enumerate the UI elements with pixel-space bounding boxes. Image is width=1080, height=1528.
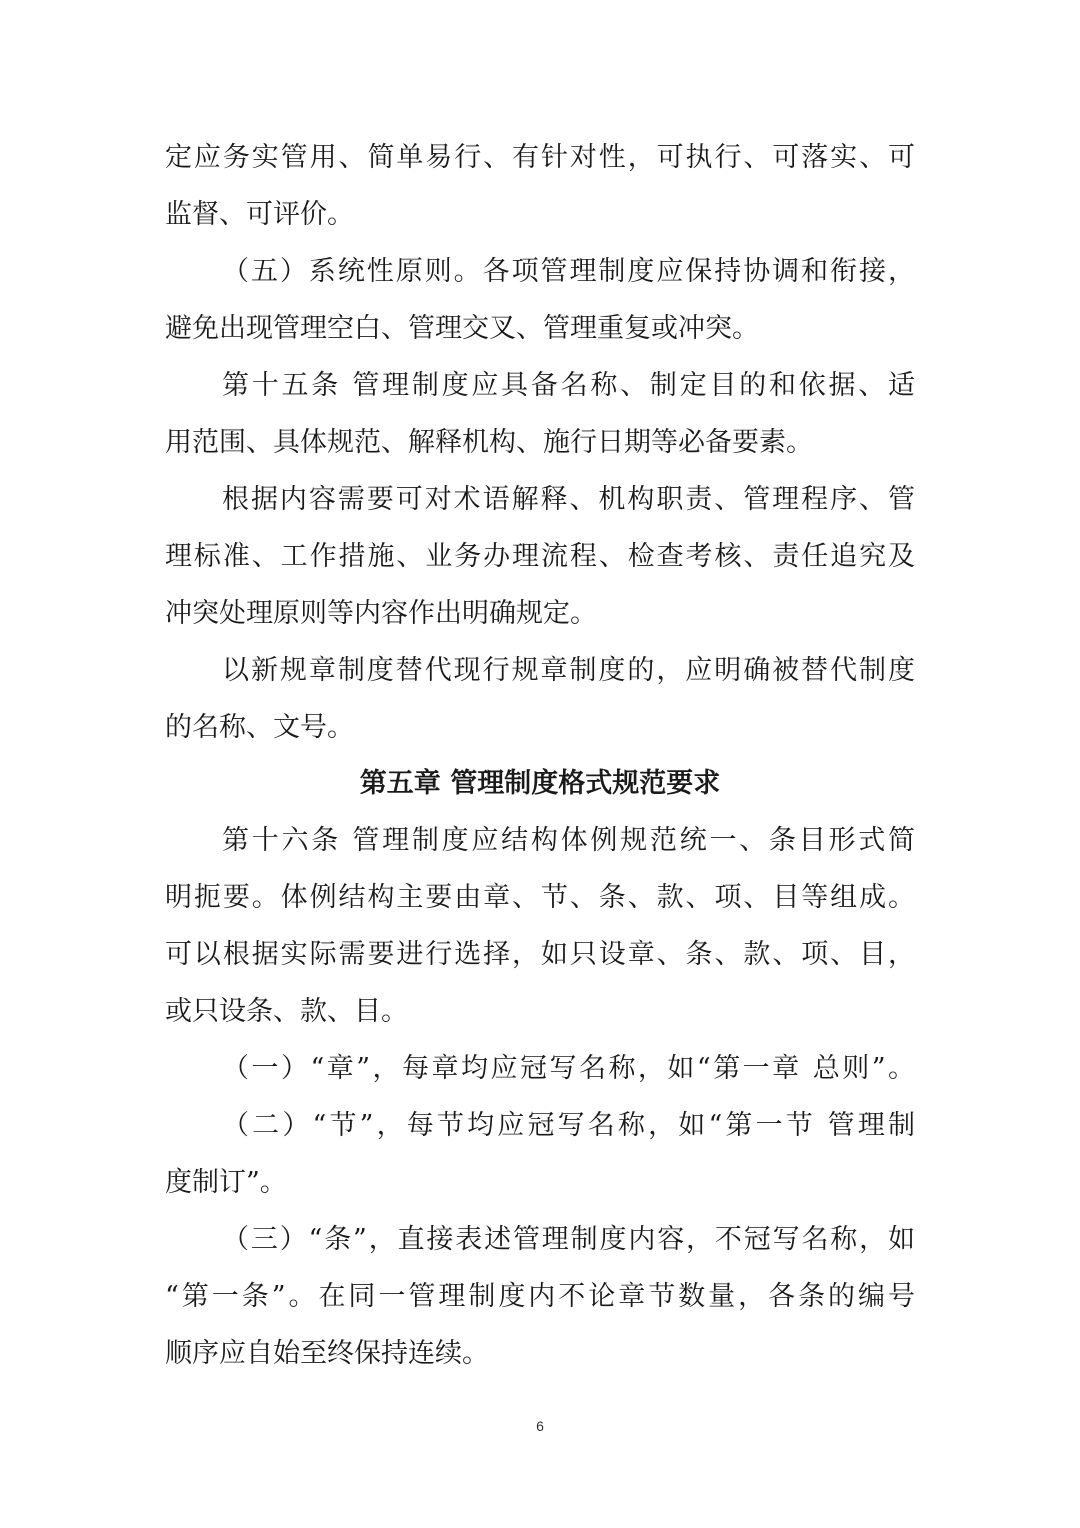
text-line: （一）“章”，每章均应冠写名称，如“第一章 总则”。 (222, 1053, 915, 1084)
text-line: 度制订”。 (165, 1167, 287, 1198)
text-line: 冲突处理原则等内容作出明确规定。 (165, 598, 597, 629)
text-line: （三）“条”，直接表述管理制度内容，不冠写名称，如 (222, 1224, 915, 1255)
text-line: （五）系统性原则。各项管理制度应保持协调和衔接， (222, 256, 915, 287)
text-line: 或只设条、款、目。 (165, 996, 408, 1027)
text-line: 的名称、文号。 (165, 712, 354, 743)
text-line: 根据内容需要可对术语解释、机构职责、管理程序、管 (222, 484, 915, 515)
text-line: “第一条”。在同一管理制度内不论章节数量，各条的编号 (165, 1281, 915, 1312)
text-line: 理标准、工作措施、业务办理流程、检查考核、责任追究及 (165, 541, 915, 572)
text-line: 监督、可评价。 (165, 199, 354, 230)
text-line: 顺序应自始至终保持连续。 (165, 1338, 489, 1369)
text-line: 以新规章制度替代现行规章制度的，应明确被替代制度 (222, 655, 915, 686)
chapter-heading: 第五章 管理制度格式规范要求 (359, 768, 721, 799)
text-line: 明扼要。体例结构主要由章、节、条、款、项、目等组成。 (165, 882, 915, 913)
text-line: 第十五条 管理制度应具备名称、制定目的和依据、适 (222, 370, 915, 401)
text-line: 第十六条 管理制度应结构体例规范统一、条目形式简 (222, 825, 915, 856)
page-number: 6 (536, 1418, 544, 1434)
text-line: 避免出现管理空白、管理交叉、管理重复或冲突。 (165, 313, 759, 344)
text-line: 定应务实管用、简单易行、有针对性，可执行、可落实、可 (165, 142, 915, 173)
text-line: 用范围、具体规范、解释机构、施行日期等必备要素。 (165, 427, 813, 458)
text-line: 可以根据实际需要进行选择，如只设章、条、款、项、目， (165, 939, 915, 970)
text-line: （二）“节”，每节均应冠写名称，如“第一节 管理制 (222, 1110, 915, 1141)
